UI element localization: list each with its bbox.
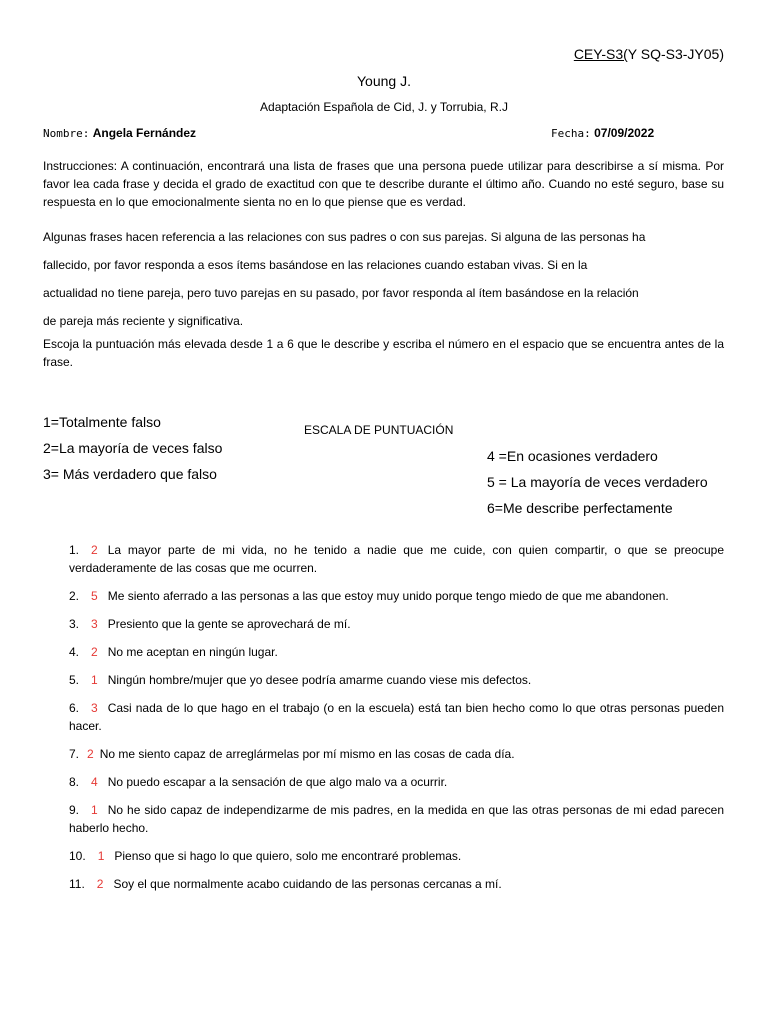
item-score: 1: [91, 803, 98, 817]
questionnaire-item-7: 7. 2 No me siento capaz de arreglármelas por mí mismo en las cosas de cada día.: [69, 747, 515, 761]
adaptation-credit: Adaptación Española de Cid, J. y Torrubia, R.J: [260, 100, 508, 114]
item-text: La mayor parte de mi vida, no he tenido a nadie que me cuide, con quien compartir, o que se preocupe verdaderamente de las cosas que me ocurren.: [69, 543, 724, 575]
scale-option-4: 4 =En ocasiones verdadero: [487, 448, 658, 464]
item-score: 2: [96, 877, 104, 891]
scale-option-1: 1=Totalmente falso: [43, 414, 161, 430]
item-score: 4: [91, 775, 98, 789]
item-text: No me aceptan en ningún lugar.: [107, 645, 278, 659]
item-score: 3: [91, 617, 98, 631]
scale-option-3: 3= Más verdadero que falso: [43, 466, 217, 482]
instructions-paragraph-2-line-1: Algunas frases hacen referencia a las relaciones con sus padres o con sus parejas. Si alguna de las personas ha: [43, 230, 646, 244]
questionnaire-item-9: 9. 1 No he sido capaz de independizarme de mis padres, en la medida en que las otras personas de mi edad parecen haberlo hecho.: [69, 803, 724, 835]
item-score: 1: [97, 849, 105, 863]
instructions-paragraph-2-line-3: actualidad no tiene pareja, pero tuvo parejas en su pasado, por favor responda al ítem basándose en la relación: [43, 286, 639, 300]
item-text: Presiento que la gente se aprovechará de mí.: [107, 617, 351, 631]
name-value: Angela Fernández: [92, 126, 197, 140]
item-text: Me siento aferrado a las personas a las que estoy muy unido porque tengo miedo de que me abandonen.: [107, 589, 669, 603]
item-text: No me siento capaz de arreglármelas por mí mismo en las cosas de cada día.: [99, 747, 515, 761]
questionnaire-item-4: 4. 2 No me aceptan en ningún lugar.: [69, 645, 278, 659]
questionnaire-item-2: 2. 5 Me siento aferrado a las personas a las que estoy muy unido porque tengo miedo de que me abandonen.: [69, 589, 669, 603]
instructions-paragraph-2-line-4: de pareja más reciente y significativa.: [43, 314, 244, 328]
item-score: 1: [91, 673, 98, 687]
item-score: 2: [87, 747, 94, 761]
questionnaire-item-3: 3. 3 Presiento que la gente se aprovechará de mí.: [69, 617, 351, 631]
item-score: 3: [91, 701, 98, 715]
item-score: 5: [91, 589, 98, 603]
scale-option-6: 6=Me describe perfectamente: [487, 500, 673, 516]
code-rest: Y SQ-S3-JY05): [627, 46, 724, 62]
instructions-paragraph-2-line-2: fallecido, por favor responda a esos ítems basándose en las relaciones cuando estaban vivas. Si en la: [43, 258, 588, 272]
item-text: Pienso que si hago lo que quiero, solo me encontraré problemas.: [114, 849, 462, 863]
item-list: [69, 541, 724, 903]
questionnaire-code: [574, 46, 724, 62]
item-text: Casi nada de lo que hago en el trabajo (o en la escuela) está tan bien hecho como lo que otras personas pueden hacer.: [69, 701, 724, 733]
questionnaire-item-1: 1. 2 La mayor parte de mi vida, no he tenido a nadie que me cuide, con quien compartir, o que se preocupe verdaderamente de las cosas que me ocurren.: [69, 543, 724, 575]
scale-option-2: 2=La mayoría de veces falso: [43, 440, 223, 456]
questionnaire-item-6: 6. 3 Casi nada de lo que hago en el trabajo (o en la escuela) está tan bien hecho como lo que otras personas pueden hacer.: [69, 701, 724, 733]
item-score: 2: [91, 645, 98, 659]
questionnaire-item-10: 10. 1 Pienso que si hago lo que quiero, solo me encontraré problemas.: [69, 849, 462, 863]
questionnaire-item-5: 5. 1 Ningún hombre/mujer que yo desee podría amarme cuando viese mis defectos.: [69, 673, 532, 687]
questionnaire-item-8: 8. 4 No puedo escapar a la sensación de que algo malo va a ocurrir.: [69, 775, 448, 789]
item-text: No puedo escapar a la sensación de que algo malo va a ocurrir.: [107, 775, 448, 789]
instructions-paragraph-1: Instrucciones: A continuación, encontrará una lista de frases que una persona puede utilizar para describirse a sí misma. Por favor lea cada frase y decida el grado de exactitud con que te describe durante el último año. Cuando no esté seguro, base su respuesta en lo que emocionalmente sienta no en lo que piense que es verdad.: [43, 159, 724, 209]
date-value: 07/09/2022: [594, 126, 655, 140]
questionnaire-item-11: 11. 2 Soy el que normalmente acabo cuidando de las personas cercanas a mí.: [69, 877, 502, 891]
item-text: Ningún hombre/mujer que yo desee podría amarme cuando viese mis defectos.: [107, 673, 532, 687]
instructions-paragraph-3: Escoja la puntuación más elevada desde 1 a 6 que le describe y escriba el número en el espacio que se encuentra antes de la frase.: [43, 337, 724, 369]
author: Young J.: [357, 73, 411, 89]
name-field: [43, 126, 196, 140]
item-text: Soy el que normalmente acabo cuidando de las personas cercanas a mí.: [113, 877, 502, 891]
date-label: Fecha:: [551, 127, 591, 140]
item-score: 2: [91, 543, 98, 557]
item-text: No he sido capaz de independizarme de mis padres, en la medida en que las otras personas de mi edad parecen haberlo hecho.: [69, 803, 724, 835]
code-underlined: CEY-S3(: [573, 46, 628, 62]
scale-title: ESCALA DE PUNTUACIÓN: [304, 423, 454, 437]
name-label: Nombre:: [43, 127, 90, 140]
date-field: [551, 126, 654, 140]
scale-option-5: 5 = La mayoría de veces verdadero: [487, 474, 708, 490]
